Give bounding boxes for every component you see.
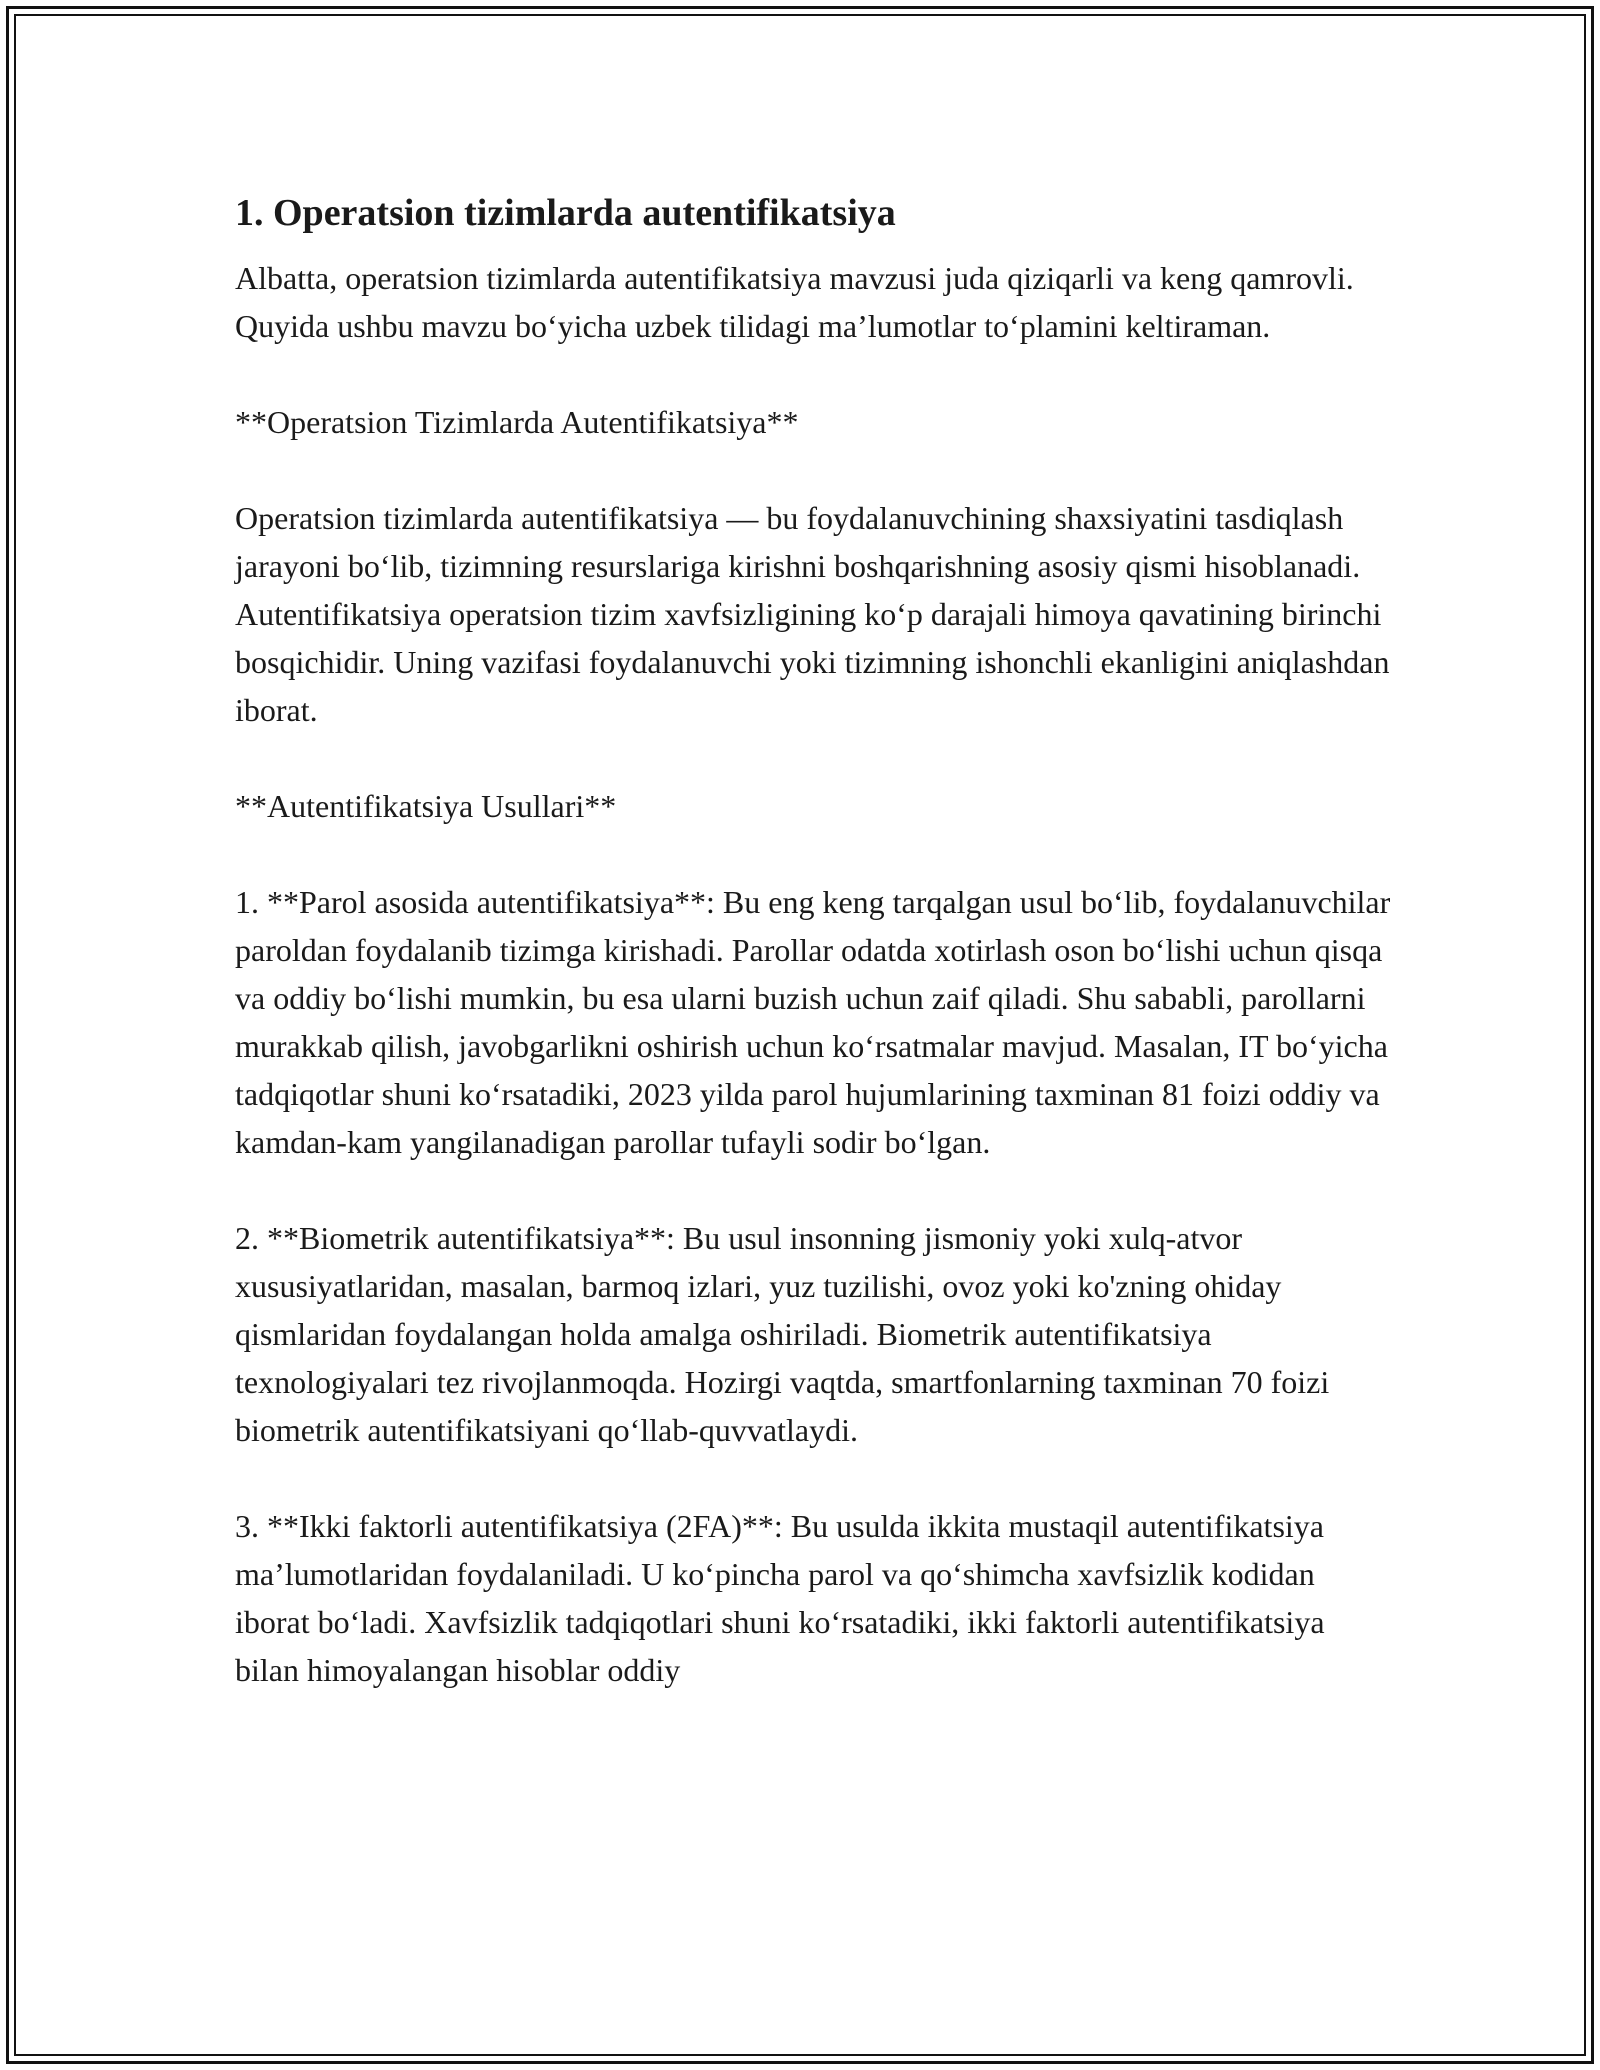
list-item-password: 1. **Parol asosida autentifikatsiya**: Bu eng keng tarqalgan usul bo‘lib, foydalanuvchilar paroldan foydalanib tizimga kirishadi. Parollar odatda xotirlash oson bo‘lishi uchun qisqa va oddiy bo‘lishi mumkin, bu esa ularni buzish uchun zaif qiladi. Shu sababli, parollarni murakkab qilish, javobgarlikni oshirish uchun ko‘rsatmalar mavjud. Masalan, IT bo‘yicha tadqiqotlar shuni ko‘rsatadiki, 2023 yilda parol hujumlarining taxminan 81 foizi oddiy va kamdan-kam yangilanadigan parollar tufayli sodir bo‘lgan. xyxy=(235,884,1391,1160)
subheading-authentication-methods: **Autentifikatsiya Usullari** xyxy=(235,788,617,824)
document-body xyxy=(235,186,1395,1742)
intro-paragraph: Albatta, operatsion tizimlarda autentifikatsiya mavzusi juda qiziqarli va keng qamrovli. Quyida ushbu mavzu bo‘yicha uzbek tilidagi ma’lumotlar to‘plamini keltiraman. xyxy=(235,260,1354,344)
list-item-two-factor: 3. **Ikki faktorli autentifikatsiya (2FA)**: Bu usulda ikkita mustaqil autentifikatsiya ma’lumotlaridan foydalaniladi. U ko‘pincha parol va qo‘shimcha xavfsizlik kodidan iborat bo‘ladi. Xavfsizlik tadqiqotlari shuni ko‘rsatadiki, ikki faktorli autentifikatsiya bilan himoyalangan hisoblar oddiy xyxy=(235,1508,1325,1688)
section-heading: 1. Operatsion tizimlarda autentifikatsiya xyxy=(235,192,896,234)
list-item-biometric: 2. **Biometrik autentifikatsiya**: Bu usul insonning jismoniy yoki xulq-atvor xususiyatlaridan, masalan, barmoq izlari, yuz tuzilishi, ovoz yoki ko'zning ohiday qismlaridan foydalangan holda amalga oshiriladi. Biometrik autentifikatsiya texnologiyalari tez rivojlanmoqda. Hozirgi vaqtda, smartfonlarning taxminan 70 foizi biometrik autentifikatsiyani qo‘llab-quvvatlaydi. xyxy=(235,1220,1330,1448)
definition-paragraph: Operatsion tizimlarda autentifikatsiya — bu foydalanuvchining shaxsiyatini tasdiqlash jarayoni bo‘lib, tizimning resurslariga kirishni boshqarishning asosiy qismi hisoblanadi. Autentifikatsiya operatsion tizim xavfsizligining ko‘p darajali himoya qavatining birinchi bosqichidir. Uning vazifasi foydalanuvchi yoki tizimning ishonchli ekanligini aniqlashdan iborat. xyxy=(235,500,1390,728)
subheading-os-authentication: **Operatsion Tizimlarda Autentifikatsiya** xyxy=(235,404,799,440)
